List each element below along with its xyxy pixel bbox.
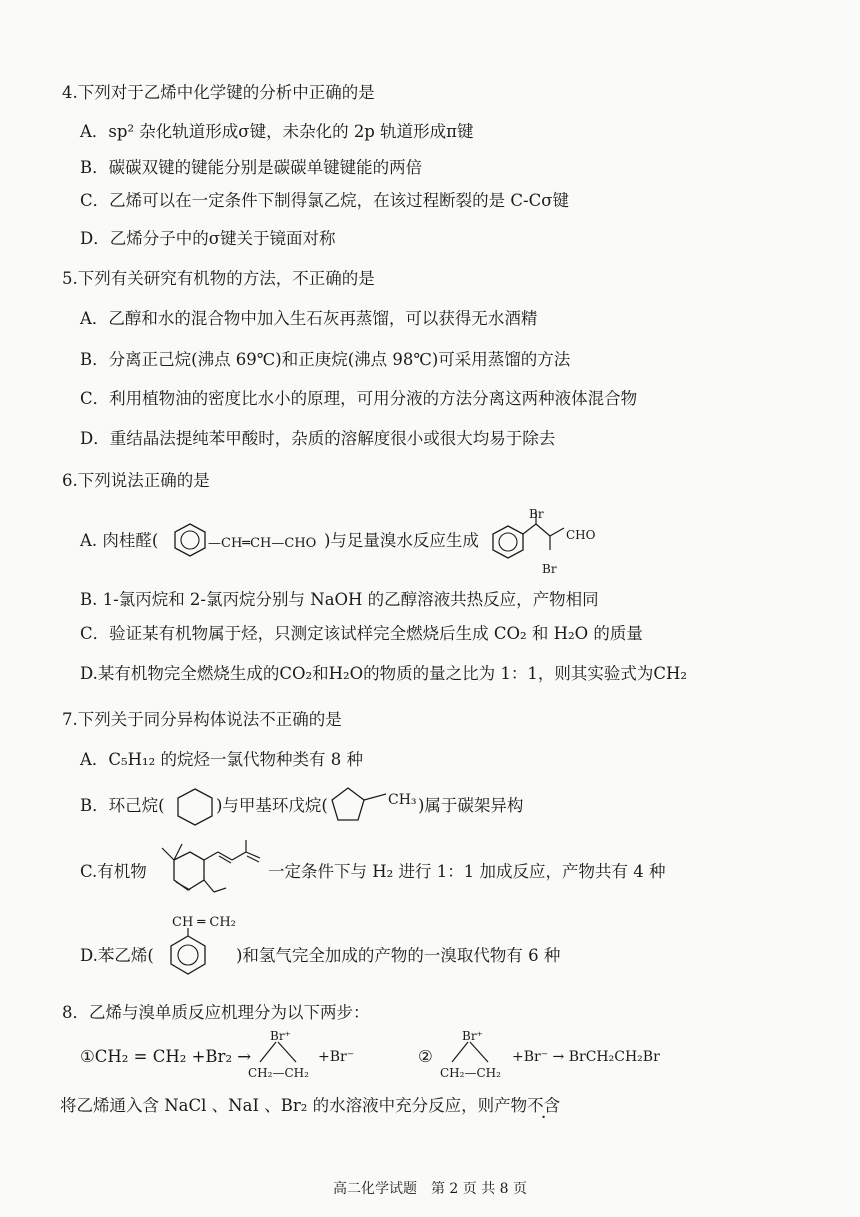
q6-cinnamaldehyde-chain: —CH═CH—CHO <box>208 536 317 551</box>
q5-option-b: B．分离正己烷(沸点 69℃)和正庚烷(沸点 98℃)可采用蒸馏的方法 <box>80 350 571 369</box>
q7-styrene-label: CH ═ CH₂ <box>172 915 236 930</box>
q7-option-c-prefix: C.有机物 <box>80 862 147 881</box>
terpene-structure <box>152 838 270 906</box>
benzene-ring-icon <box>170 520 210 560</box>
styrene-benzene-ring-icon <box>166 926 210 976</box>
q4-option-d: D．乙烯分子中的σ键关于镜面对称 <box>80 229 336 248</box>
q5-option-c: C．利用植物油的密度比水小的原理，可用分液的方法分离这两种液体混合物 <box>80 389 638 408</box>
q7-option-c-suffix: 一定条件下与 H₂ 进行 1：1 加成反应，产物共有 4 种 <box>268 862 666 881</box>
q4-option-a: A．sp² 杂化轨道形成σ键，未杂化的 2p 轨道形成π键 <box>80 122 474 141</box>
q7-option-b-suffix: )属于碳架异构 <box>418 796 524 815</box>
q8-step1-prefix: ①CH₂ = CH₂ +Br₂ → <box>80 1047 252 1066</box>
q8-step1-suffix: +Br⁻ <box>318 1049 355 1065</box>
q6-option-c: C．验证某有机物属于烃，只测定该试样完全燃烧后生成 CO₂ 和 H₂O 的质量 <box>80 624 643 643</box>
methylcyclopentane-ring-icon <box>328 784 392 830</box>
q5-option-d: D．重结晶法提纯苯甲酸时，杂质的溶解度很小或很大均易于除去 <box>80 429 556 448</box>
q8-step1-br: Br⁺ <box>270 1029 291 1043</box>
q4-stem: 4.下列对于乙烯中化学键的分析中正确的是 <box>62 83 375 102</box>
q7-option-b-prefix: B．环己烷( <box>80 796 165 815</box>
q4-option-c: C．乙烯可以在一定条件下制得氯乙烷，在该过程断裂的是 C-Cσ键 <box>80 191 569 210</box>
q6-option-b: B. 1-氯丙烷和 2-氯丙烷分别与 NaOH 的乙醇溶液共热反应，产物相同 <box>80 590 599 609</box>
q6-option-a-prefix: A. 肉桂醛( <box>80 531 159 550</box>
page-footer: 高二化学试题 第 2 页 共 8 页 <box>332 1181 528 1197</box>
q8-last-line-emphasis: 不含 <box>527 1096 561 1115</box>
q6-br-top: Br <box>529 507 544 521</box>
q6-cho: CHO <box>566 528 596 542</box>
q6-option-a-mid: )与足量溴水反应生成 <box>324 531 479 550</box>
cyclohexane-ring-icon <box>174 786 216 828</box>
q6-br-bottom: Br <box>542 562 557 576</box>
q8-last-line <box>60 1095 560 1117</box>
q6-option-d: D.某有机物完全燃烧生成的CO₂和H₂O的物质的量之比为 1：1，则其实验式为CH₂ <box>80 664 688 683</box>
q5-stem: 5.下列有关研究有机物的方法，不正确的是 <box>62 269 375 288</box>
q8-last-line-main: 将乙烯通入含 NaCl 、NaI 、Br₂ 的水溶液中充分反应，则产物 <box>60 1096 528 1115</box>
q8-step2-br: Br⁺ <box>462 1029 483 1043</box>
q7-option-d-prefix: D.苯乙烯( <box>80 946 154 965</box>
q7-option-a: A．C₅H₁₂ 的烷烃一氯代物种类有 8 种 <box>80 750 364 769</box>
q8-step1-bottom: CH₂—CH₂ <box>248 1066 309 1080</box>
q8-step2-suffix: +Br⁻ → BrCH₂CH₂Br <box>512 1049 660 1065</box>
q4-option-b: B．碳碳双键的键能分别是碳碳单键键能的两倍 <box>80 158 423 177</box>
q7-option-b-mid: )与甲基环戊烷( <box>216 796 328 815</box>
q5-option-a: A．乙醇和水的混合物中加入生石灰再蒸馏，可以获得无水酒精 <box>80 309 538 328</box>
q7-stem: 7.下列关于同分异构体说法不正确的是 <box>62 710 342 729</box>
q8-step2-bottom: CH₂—CH₂ <box>440 1066 501 1080</box>
q8-step2-prefix: ② <box>418 1047 433 1066</box>
q8-stem: 8．乙烯与溴单质反应机理分为以下两步： <box>62 1003 370 1022</box>
q7-option-d-suffix: )和氢气完全加成的产物的一溴取代物有 6 种 <box>236 946 561 965</box>
q7-ch3: CH₃ <box>388 792 417 808</box>
q6-stem: 6.下列说法正确的是 <box>62 471 210 490</box>
